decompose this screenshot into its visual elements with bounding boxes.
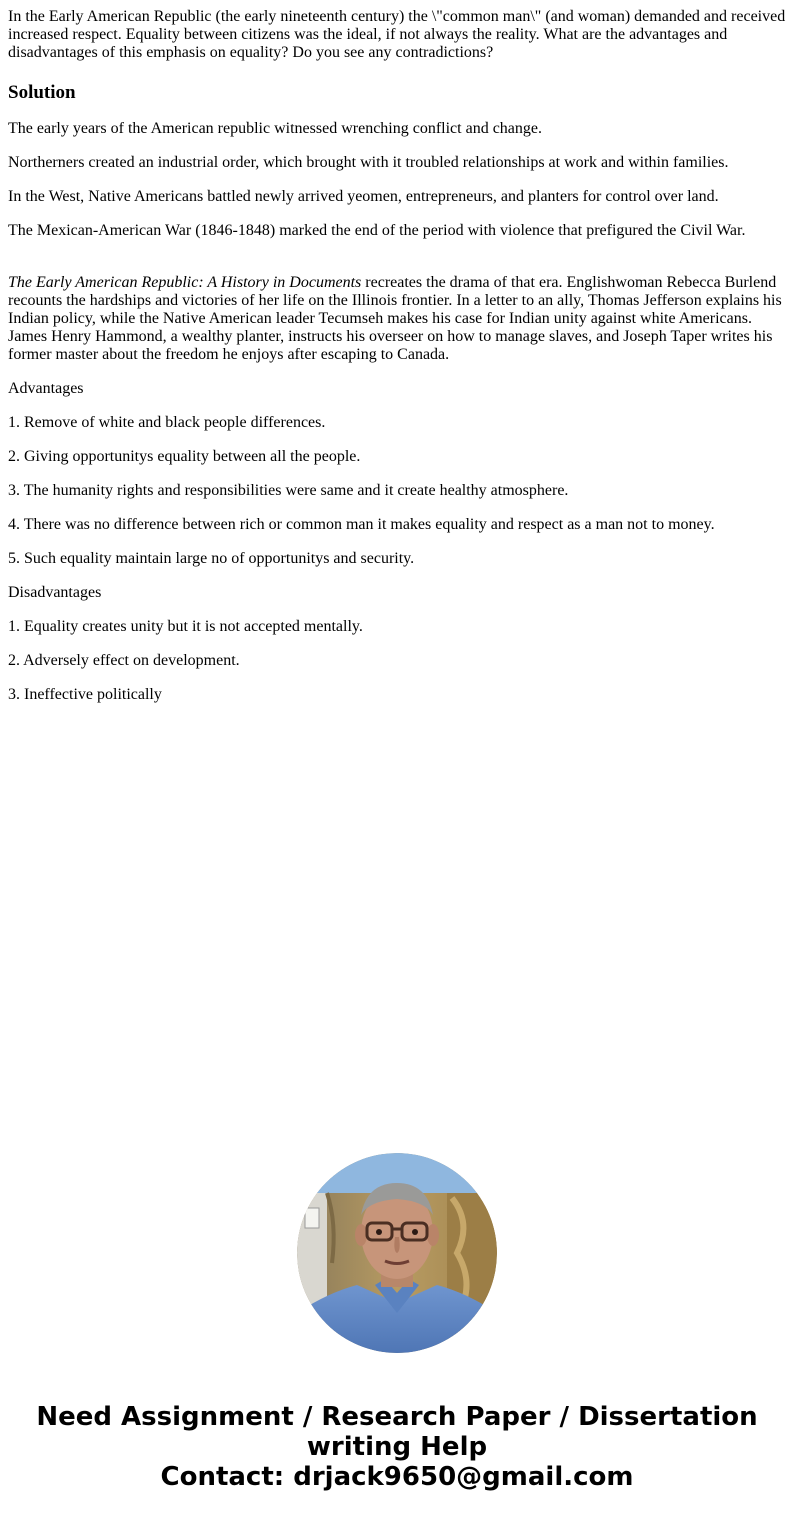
footer-contact: Contact: drjack9650@gmail.com xyxy=(160,1462,634,1492)
paragraph-1: The early years of the American republic witnessed wrenching conflict and change. xyxy=(8,120,543,137)
disadvantages-heading: Disadvantages xyxy=(8,584,102,601)
footer-line-1: Need Assignment / Research Paper / Dissertation xyxy=(36,1402,758,1432)
paragraph-3: In the West, Native Americans battled newly arrived yeomen, entrepreneurs, and planters for control over land. xyxy=(8,188,719,205)
footer-banner xyxy=(0,1402,794,1492)
advantage-item: 5. Such equality maintain large no of opportunitys and security. xyxy=(8,550,415,567)
author-avatar-photo xyxy=(297,1153,497,1353)
disadvantage-item: 3. Ineffective politically xyxy=(8,686,162,703)
disadvantage-item: 2. Adversely effect on development. xyxy=(8,652,240,669)
advantage-item: 3. The humanity rights and responsibilities were same and it create healthy atmosphere. xyxy=(8,482,569,499)
book-paragraph xyxy=(8,274,788,364)
advantage-item: 1. Remove of white and black people differences. xyxy=(8,414,326,431)
disadvantage-item: 1. Equality creates unity but it is not accepted mentally. xyxy=(8,618,363,635)
question-text: In the Early American Republic (the early nineteenth century) the \"common man\" (and woman) demanded and received increased respect. Equality between citizens was the ideal, if not always the reality. What are the advantages and disadvantages of this emphasis on equality? Do you see any contradictions? xyxy=(8,8,786,61)
author-portrait-image xyxy=(297,1153,497,1353)
book-paragraph-text: recreates the drama of that era. Englishwoman Rebecca Burlend recounts the hardships and victories of her life on the Illinois frontier. In a letter to an ally, Thomas Jefferson explains his Indian policy, while the Native American leader Tecumseh makes his case for Indian unity against white Americans. James Henry Hammond, a wealthy planter, instructs his overseer on how to manage slaves, and Joseph Taper writes his former master about the freedom he enjoys after escaping to Canada. xyxy=(8,274,782,363)
document-body xyxy=(8,8,788,720)
footer-line-2: writing Help xyxy=(306,1432,488,1462)
solution-heading: Solution xyxy=(8,82,76,103)
book-title: The Early American Republic: A History in Documents xyxy=(8,274,362,291)
paragraph-2: Northerners created an industrial order, which brought with it troubled relationships at work and within families. xyxy=(8,154,729,171)
paragraph-4: The Mexican-American War (1846-1848) marked the end of the period with violence that prefigured the Civil War. xyxy=(8,222,746,239)
advantage-item: 2. Giving opportunitys equality between all the people. xyxy=(8,448,361,465)
advantage-item: 4. There was no difference between rich or common man it makes equality and respect as a man not to money. xyxy=(8,516,715,533)
advantages-heading: Advantages xyxy=(8,380,84,397)
